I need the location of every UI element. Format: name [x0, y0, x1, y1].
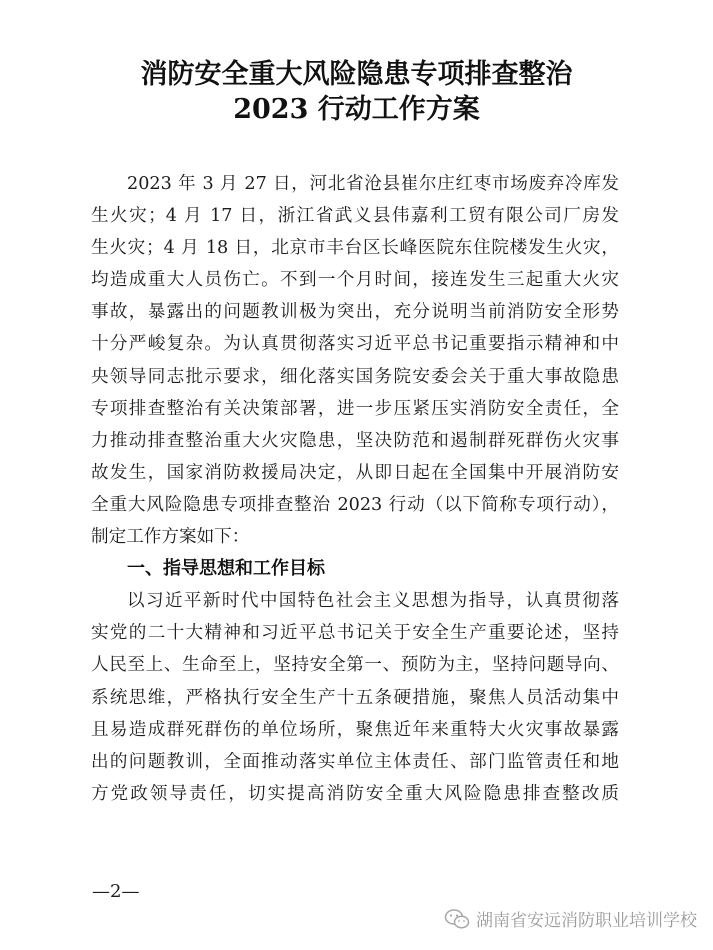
wechat-icon	[444, 908, 470, 930]
body-line: 方党政领导责任，切实提高消防安全重大风险隐患排查整改质	[91, 784, 619, 804]
watermark-text: 湖南省安远消防职业培训学校	[476, 911, 697, 931]
body-line: 事故，暴露出的问题教训极为突出，充分说明当前消防安全形势	[91, 302, 619, 322]
body-line: 制定工作方案如下：	[91, 527, 250, 547]
body-line: 实党的二十大精神和习近平总书记关于安全生产重要论述，坚持	[91, 623, 619, 643]
body-line: 生火灾；4 月 17 日，浙江省武义县伟嘉利工贸有限公司厂房发	[91, 206, 619, 226]
body-line: 专项排查整治有关决策部署，进一步压紧压实消防安全责任，全	[91, 399, 619, 419]
body-line: 央领导同志批示要求，细化落实国务院安委会关于重大事故隐患	[91, 367, 619, 387]
watermark	[444, 906, 697, 931]
body-line: 十分严峻复杂。为认真贯彻落实习近平总书记重要指示精神和中	[91, 334, 619, 354]
document-title-line-2: 2023 行动工作方案	[233, 94, 480, 125]
document-title-line-1: 消防安全重大风险隐患专项排查整治	[140, 59, 573, 90]
body-line: 系统思维，严格执行安全生产十五条硬措施，聚焦人员活动集中	[91, 688, 619, 708]
body-line: 力推动排查整治重大火灾隐患，坚决防范和遏制群死群伤火灾事	[91, 431, 619, 451]
body-line: 人民至上、生命至上，坚持安全第一、预防为主，坚持问题导向、	[91, 655, 619, 675]
body-line: 均造成重大人员伤亡。不到一个月时间，接连发生三起重大火灾	[91, 270, 619, 290]
page-number: —2—	[92, 881, 140, 902]
body-line: 且易造成群死群伤的单位场所，聚焦近年来重特大火灾事故暴露	[91, 720, 619, 740]
body-line: 生火灾；4 月 18 日，北京市丰台区长峰医院东住院楼发生火灾，	[91, 238, 619, 258]
body-line: 出的问题教训，全面推动落实单位主体责任、部门监管责任和地	[91, 752, 619, 772]
body-line: 以习近平新时代中国特色社会主义思想为指导，认真贯彻落	[127, 591, 619, 611]
section-heading: 一、指导思想和工作目标	[127, 558, 325, 579]
body-line: 全重大风险隐患专项排查整治 2023 行动（以下简称专项行动），	[91, 495, 619, 515]
body-line: 故发生，国家消防救援局决定，从即日起在全国集中开展消防安	[91, 463, 619, 483]
body-line: 2023 年 3 月 27 日，河北省沧县崔尔庄红枣市场废弃冷库发	[127, 174, 619, 194]
